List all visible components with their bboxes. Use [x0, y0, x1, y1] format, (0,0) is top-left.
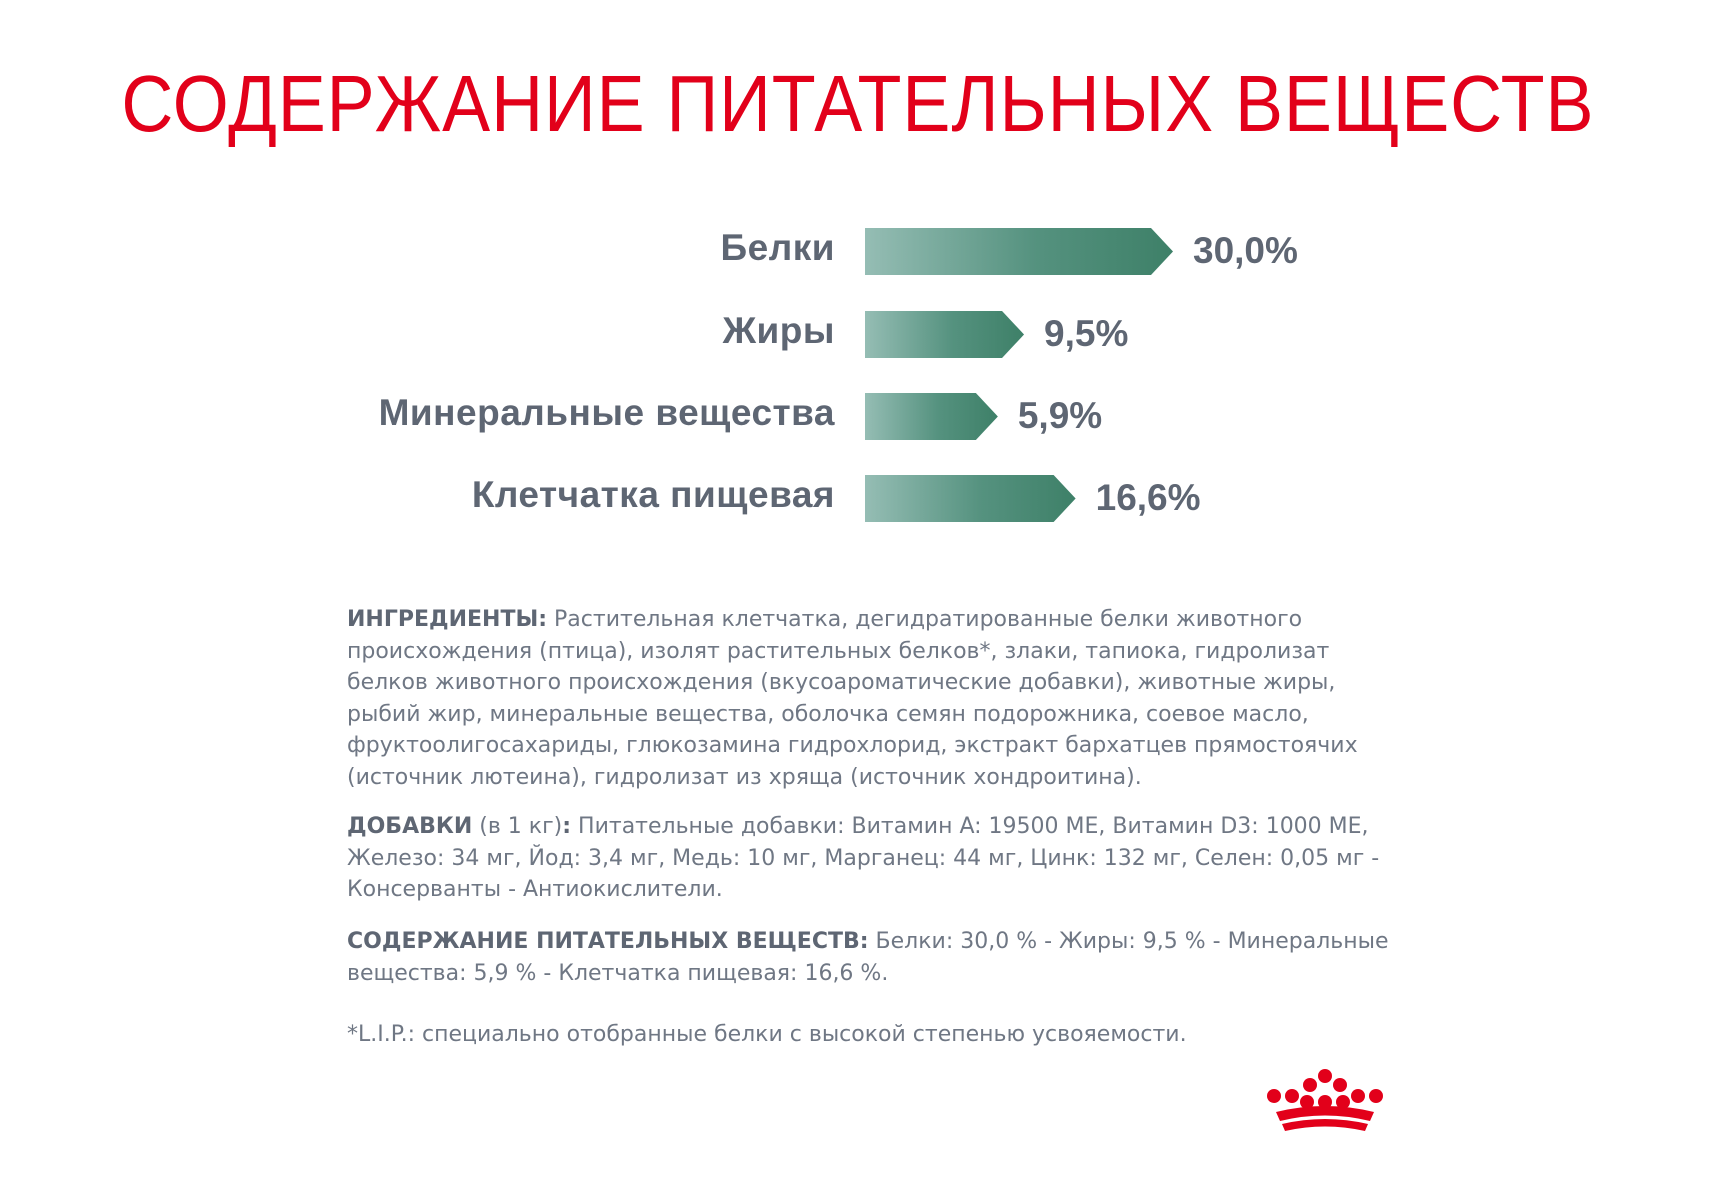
nutrients-paragraph: [347, 926, 1407, 989]
additives-text: Питательные добавки: Витамин A: 19500 МЕ, Витамин D3: 1000 МЕ, Железо: 34 мг, Йод: 3,4 мг, Медь: 10 мг, Марганец: 44 мг, Цинк: 132 мг, Селен: 0,05 мг - Консерванты - Антиокислители.: [347, 814, 1380, 902]
bar: [865, 393, 998, 440]
additives-heading: ДОБАВКИ: [347, 814, 473, 839]
crown-dot: [1333, 1078, 1347, 1092]
ingredients-paragraph: [347, 604, 1407, 793]
crown-dot: [1267, 1089, 1281, 1103]
bar: [865, 228, 1173, 275]
bar-value-label: 16,6%: [1095, 477, 1201, 518]
bar-value-label: 30,0%: [1193, 230, 1298, 271]
crown-dot: [1369, 1089, 1383, 1103]
nutrient-bar-chart: [0, 0, 1715, 560]
bar-value-label: 9,5%: [1044, 313, 1129, 354]
crown-dot: [1285, 1089, 1299, 1103]
crown-band: [1276, 1106, 1374, 1121]
bar-value-label: 5,9%: [1017, 395, 1103, 436]
bar-category-label: Минеральные вещества: [378, 392, 835, 433]
page-title: СОДЕРЖАНИЕ ПИТАТЕЛЬНЫХ ВЕЩЕСТВ: [121, 59, 1595, 148]
nutrients-heading: СОДЕРЖАНИЕ ПИТАТЕЛЬНЫХ ВЕЩЕСТВ:: [347, 929, 869, 954]
crown-band: [1282, 1119, 1368, 1131]
bar-category-label: Жиры: [722, 310, 835, 351]
bar-category-label: Белки: [720, 227, 835, 268]
bar: [865, 475, 1076, 522]
footnote: *L.I.P.: специально отобранные белки с высокой степенью усвояемости.: [347, 1022, 1187, 1047]
crown-dot: [1318, 1069, 1332, 1083]
bar-category-label: Клетчатка пищевая: [471, 474, 835, 515]
crown-dot: [1303, 1078, 1317, 1092]
additives-subheading: (в 1 кг): [472, 814, 563, 839]
additives-colon: :: [562, 814, 572, 839]
ingredients-heading: ИНГРЕДИЕНТЫ:: [347, 607, 548, 632]
crown-dot: [1351, 1089, 1365, 1103]
bar: [865, 311, 1024, 358]
royal-canin-crown-icon: [1262, 1068, 1388, 1138]
ingredients-text: Растительная клетчатка, дегидратированные белки животного происхождения (птица), изолят растительных белков*, злаки, тапиока, гидролизат белков животного происхождения (вкусоароматические добавки), животные жиры, рыбий жир, минеральные вещества, оболочка семян подорожника, соевое масло, фруктоолигосахариды, глюкозамина гидрохлорид, экстракт бархатцев прямостоячих (источник лютеина), гидролизат из хряща (источник хондроитина).: [347, 607, 1358, 790]
additives-paragraph: [347, 811, 1407, 906]
nutrients-text: Белки: 30,0 % - Жиры: 9,5 % - Минеральные вещества: 5,9 % - Клетчатка пищевая: 16,6 %.: [347, 929, 1389, 986]
